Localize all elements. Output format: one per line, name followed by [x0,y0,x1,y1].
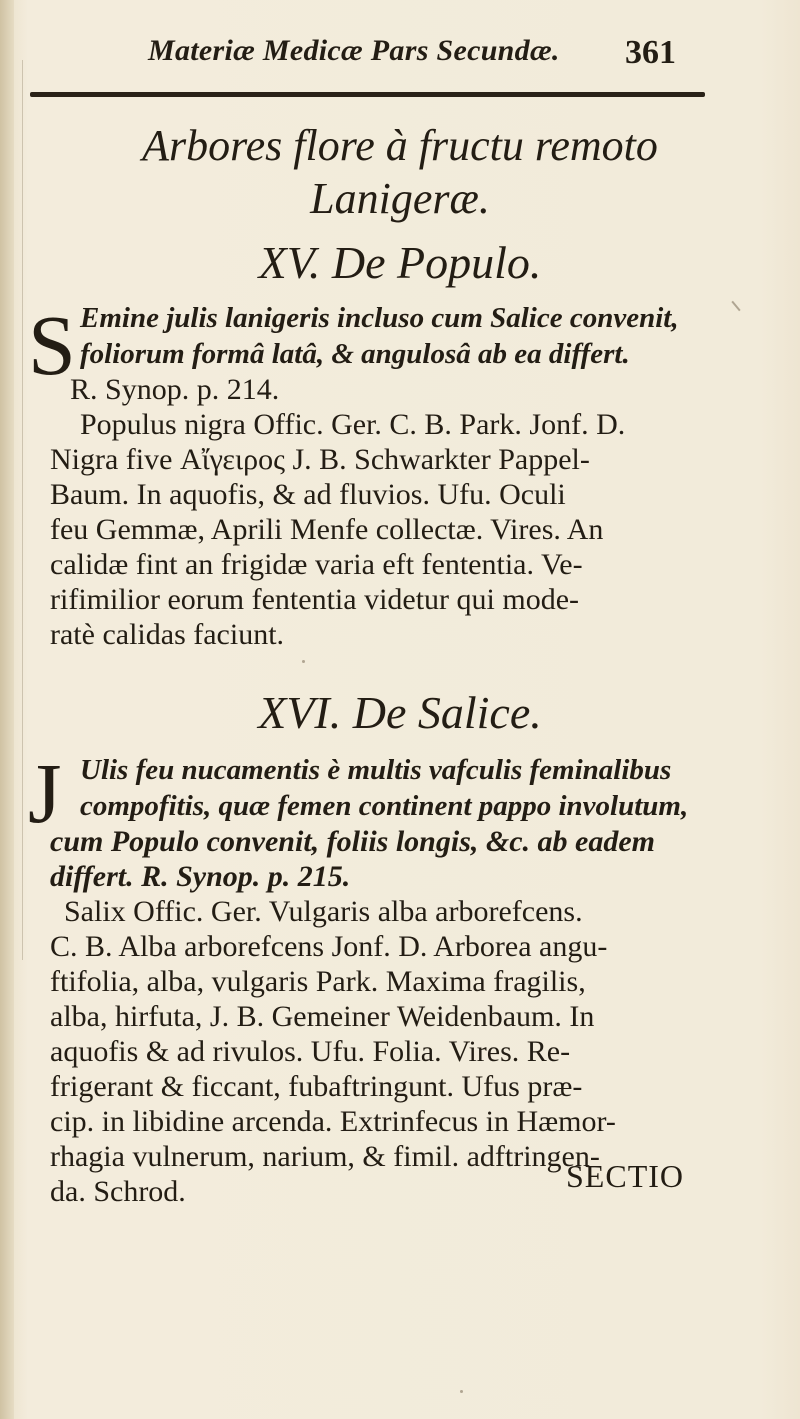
salix-intro-cont [50,824,750,894]
populus-line: Nigra five Αἴγειρος J. B. Schwarkter Pappel- [50,443,590,476]
salix-intro-line: differt. R. Synop. p. 215. [50,860,351,893]
section-heading-xv: XV. De Populo. [258,237,542,288]
populus-line: Populus nigra Offic. Ger. C. B. Park. Jonf. D. [80,408,626,441]
dropcap-j: J [28,745,62,841]
dropcap-s: S [28,297,76,393]
populus-body [50,372,750,652]
populus-line: rifimilior eorum fententia videtur qui mode- [50,583,580,616]
salix-line: ftifolia, alba, vulgaris Park. Maxima fragilis, [50,965,586,998]
catchword: SECTIO [566,1158,684,1194]
page-number: 361 [625,34,676,71]
populus-line: Baum. In aquofis, & ad fluvios. Ufu. Oculi [50,478,566,511]
salix-line: alba, hirfuta, J. B. Gemeiner Weidenbaum. In [50,1000,595,1033]
salix-line: frigerant & ficcant, fubaftringunt. Ufus præ- [50,1070,583,1103]
salix-intro-line: cum Populo convenit, foliis longis, &c. ab eadem [50,825,655,858]
populus-intro [80,300,770,372]
section-heading-xvi: XVI. De Salice. [258,687,542,738]
paper-speck [460,1390,463,1393]
salix-line: Salix Offic. Ger. Vulgaris alba arborefcens. [64,895,583,928]
populus-line: R. Synop. p. 214. [70,373,280,406]
populus-line: feu Gemmæ, Aprili Menfe collectæ. Vires. An [50,513,604,546]
populus-intro-line: foliorum formâ latâ, & angulosâ ab ea differt. [80,338,630,370]
running-head: Materiæ Medicæ Pars Secundæ. [148,34,560,67]
salix-line: rhagia vulnerum, narium, & fimil. adftringen- [50,1140,600,1173]
populus-line: calidæ fint an frigidæ varia eft fententia. Ve- [50,548,583,581]
paper-speck [302,660,305,663]
salix-intro-line: compofitis, quæ femen continent pappo involutum, [80,790,689,822]
salix-line: cip. in libidine arcenda. Extrinfecus in Hæmor- [50,1105,616,1138]
salix-line: C. B. Alba arborefcens Jonf. D. Arborea angu- [50,930,608,963]
header-rule [30,92,705,97]
populus-line: ratè calidas faciunt. [50,618,285,651]
main-title-line2: Lanigeræ. [310,174,490,223]
page-header [0,30,800,100]
salix-line: da. Schrod. [50,1175,186,1208]
populus-intro-line: Emine julis lanigeris inclusо cum Salice convenit, [80,302,679,334]
salix-intro-line: Ulis feu nucamentis è multis vafculis feminalibus [80,754,672,786]
salix-line: aquofis & ad rivulos. Ufu. Folia. Vires. Re- [50,1035,571,1068]
main-title-line1: Arbores flore à fructu remoto [142,121,658,170]
salix-intro [80,752,770,824]
